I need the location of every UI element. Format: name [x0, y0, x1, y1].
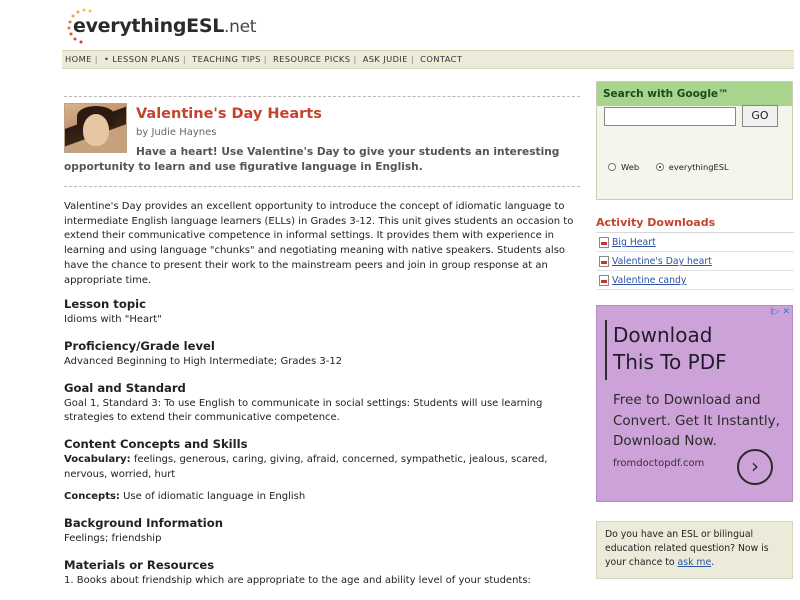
- section-heading: Background Information: [64, 516, 224, 531]
- nav-ask-judie[interactable]: ASK JUDIE: [362, 54, 408, 64]
- search-scope: Web everythingESL: [608, 161, 743, 172]
- pdf-icon: [599, 256, 609, 267]
- section-text: Advanced Beginning to High Intermediate; Grades 3-12: [64, 355, 343, 367]
- site-header: [0, 0, 800, 50]
- main-nav: HOME | • LESSON PLANS | TEACHING TIPS | RESOURCE PICKS | ASK JUDIE | CONTACT: [62, 50, 794, 69]
- downloads-heading: Activity Downloads: [596, 213, 794, 233]
- intro-paragraph: Valentine's Day provides an excellent opportunity to introduce the concept of idiomatic language to intermediate English language learners (ELLs) in Grades 3-12. This unit gives students an occasion to extend their communicative competence in informal settings. It provides them with experience in learning and using language "chunks" and negotiating meaning with native speakers. Students also have the chance to present their work to the mainstream peers and join in group response at an appropriate time.: [64, 201, 574, 286]
- ask-box: Do you have an ESL or bilingual education related question? Now is your chance to ask me.: [596, 521, 793, 579]
- download-item: [596, 271, 794, 290]
- section-text: Idioms with "Heart": [64, 314, 162, 326]
- download-link-big-heart[interactable]: Big Heart: [612, 237, 656, 248]
- nav-lesson-plans[interactable]: • LESSON PLANS: [104, 54, 180, 64]
- section-goal: [64, 380, 580, 426]
- activity-downloads: [596, 213, 794, 290]
- article-byline: by Judie Haynes: [136, 127, 217, 138]
- article-header: [64, 90, 580, 178]
- ask-me-link[interactable]: ask me: [677, 557, 712, 568]
- nav-resource-picks[interactable]: RESOURCE PICKS: [272, 54, 351, 64]
- search-heading: Search with Google™: [597, 82, 792, 106]
- section-heading: Proficiency/Grade level: [64, 338, 215, 353]
- concepts-text: Concepts: Use of idiomatic language in English: [64, 491, 306, 503]
- section-text: Goal 1, Standard 3: To use English to communicate in social settings: Students will use learning strategies to extend their communicative competence.: [64, 397, 543, 424]
- radio-everythingesl[interactable]: [656, 163, 664, 171]
- arrow-right-icon[interactable]: ›: [737, 449, 773, 485]
- section-heading: Goal and Standard: [64, 380, 186, 395]
- ad-text: Free to Download and Convert. Get It Instantly, Download Now.: [613, 392, 780, 449]
- article: [64, 90, 580, 586]
- radio-web[interactable]: [608, 163, 616, 171]
- advertisement[interactable]: [596, 305, 793, 502]
- download-item: [596, 233, 794, 252]
- pdf-icon: [599, 275, 609, 286]
- divider: [64, 96, 580, 97]
- vocabulary-text: Vocabulary: feelings, generous, caring, giving, afraid, concerned, sympathetic, jealous, scared, nervous, worried, hurt: [64, 454, 548, 480]
- section-background: [64, 515, 580, 547]
- nav-contact[interactable]: CONTACT: [420, 54, 463, 64]
- section-text: 1. Books about friendship which are appropriate to the age and ability level of your students:: [64, 574, 531, 586]
- download-link-valentines-heart[interactable]: Valentine's Day heart: [612, 256, 712, 267]
- section-concepts: [64, 436, 580, 505]
- ad-title: Download This To PDF: [613, 323, 727, 374]
- site-logo[interactable]: [64, 6, 264, 46]
- section-lesson-topic: [64, 296, 580, 328]
- section-materials: [64, 557, 580, 589]
- download-link-valentine-candy[interactable]: Valentine candy: [612, 275, 687, 286]
- section-proficiency: [64, 338, 580, 370]
- section-heading: Content Concepts and Skills: [64, 437, 248, 452]
- article-body: [64, 200, 580, 599]
- sidebar: [596, 81, 794, 568]
- article-title: Valentine's Day Hearts: [136, 106, 322, 122]
- ad-choices-icon[interactable]: i▷ ✕: [770, 307, 790, 317]
- section-text: Feelings; friendship: [64, 533, 162, 545]
- google-search-box: [596, 81, 793, 200]
- ask-text: Do you have an ESL or bilingual education related question? Now is your chance to: [605, 529, 769, 568]
- section-heading: Materials or Resources: [64, 557, 215, 572]
- nav-home[interactable]: HOME: [65, 54, 92, 64]
- download-item: [596, 252, 794, 271]
- pdf-icon: [599, 237, 609, 248]
- go-button[interactable]: GO: [742, 105, 778, 127]
- divider: [64, 186, 580, 187]
- ad-url: fromdoctopdf.com: [613, 458, 705, 469]
- ad-accent-bar: [605, 320, 607, 380]
- search-input[interactable]: [604, 107, 736, 126]
- nav-teaching-tips[interactable]: TEACHING TIPS: [192, 54, 261, 64]
- section-heading: Lesson topic: [64, 297, 146, 312]
- logo-text: everythingESL.net: [73, 15, 257, 37]
- article-intro: Have a heart! Use Valentine's Day to give your students an interesting opportunity to learn and use figurative language in English.: [64, 146, 560, 173]
